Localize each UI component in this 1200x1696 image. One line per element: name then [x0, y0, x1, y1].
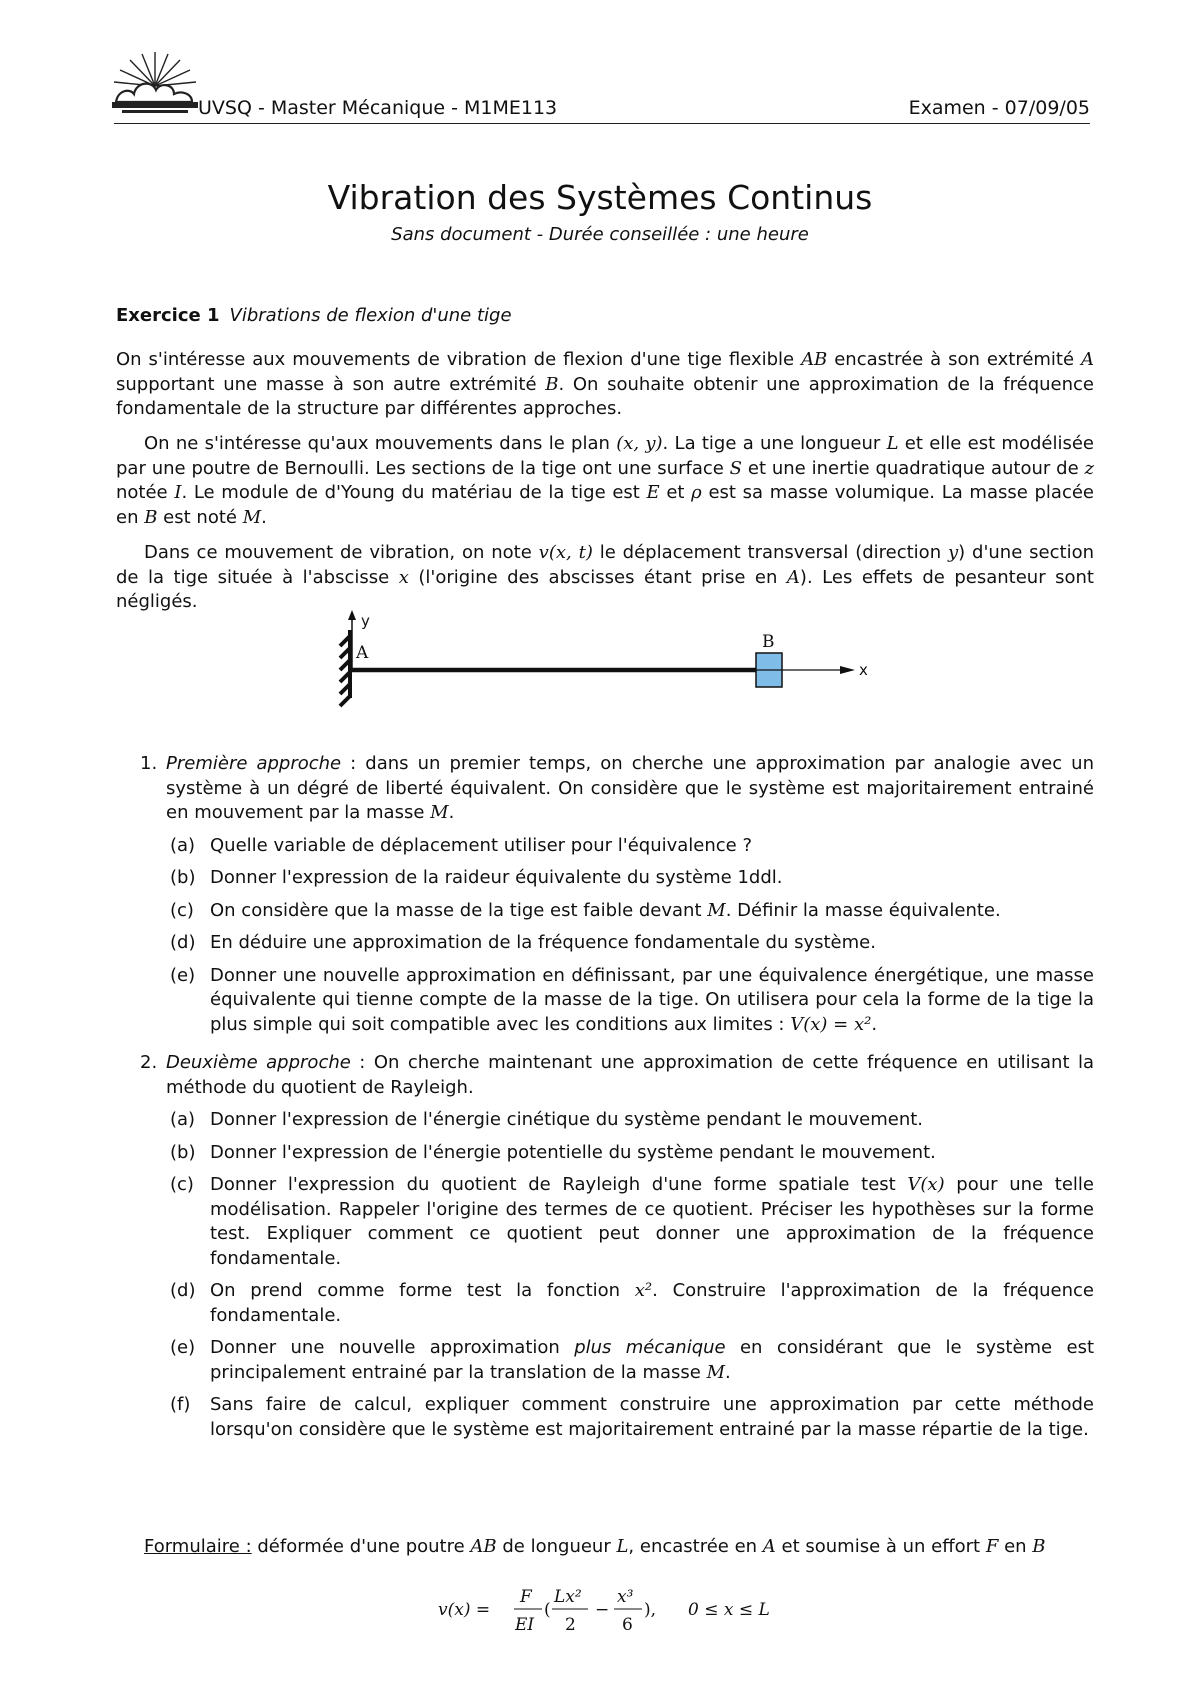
- paragraph-displacement: Dans ce mouvement de vibration, on note v(x, t) le déplacement transversal (direction y) d'une section de la tige située à l'abscisse x (l'origine des abscisses étant prise en A). Les effets de pesanteur sont négligés.: [116, 542, 1094, 612]
- equation-minus: −: [595, 1600, 610, 1620]
- point-a-label: A: [356, 643, 369, 663]
- question-1c: (c) On considère que la masse de la tige est faible devant M. Définir la masse équivalente.: [170, 899, 1001, 921]
- question-2-text: 2. Deuxième approche : On cherche maintenant une approximation de cette fréquence en utilisant la méthode du quotient de Rayleigh.: [140, 1052, 1094, 1098]
- question-1e: (e) Donner une nouvelle approximation en définissant, par une équivalence énergétique, une masse équivalente qui tienne compte de la masse de la tige. On utilisera pour cela la forme de la tige la plus simple qui soit compatible avec les conditions aux limites : V(x) = x².: [170, 964, 1094, 1035]
- question-2: [116, 1051, 1094, 1442]
- question-1-number: 1.: [140, 753, 158, 774]
- question-1d: (d) En déduire une approximation de la fréquence fondamentale du système.: [170, 932, 876, 953]
- question-1-text: 1. Première approche : dans un premier temps, on cherche une approximation par analogie avec un système à un dégré de liberté équivalent. On considère que le système est majoritairement entrainé en mouvement par la masse M.: [140, 753, 1095, 823]
- equation-open-paren: (: [544, 1600, 551, 1620]
- exercise-label: Exercice 1: [116, 305, 220, 326]
- paragraph-model: On ne s'intéresse qu'aux mouvements dans le plan (x, y). La tige a une longueur L et elle est modélisée par une poutre de Bernoulli. Les sections de la tige ont une surface S et une inertie quadratique autour de z notée I. Le module de d'Young du matériau de la tige est E et ρ est sa masse volumique. La masse placée en B est noté M.: [116, 433, 1095, 528]
- y-axis-label: y: [361, 612, 370, 630]
- formulaire-line: Formulaire : déformée d'une poutre AB de longueur L, encastrée en A et soumise à un effort F en B: [144, 1536, 1046, 1557]
- header-course: UVSQ - Master Mécanique - M1ME113: [198, 97, 558, 119]
- x-axis-label: x: [859, 661, 868, 679]
- page-subtitle: Sans document - Durée conseillée : une heure: [391, 224, 809, 245]
- question-1: [116, 752, 1094, 1037]
- exercise-heading: [116, 305, 512, 326]
- equation-f-num: F: [520, 1587, 532, 1607]
- equation-f-den: EI: [515, 1615, 535, 1635]
- header-exam-date: Examen - 07/09/05: [908, 97, 1090, 119]
- beam-figure: [320, 610, 900, 710]
- question-2-number: 2.: [140, 1052, 158, 1073]
- equation-lhs: v(x) =: [438, 1600, 491, 1620]
- question-1a: (a) Quelle variable de déplacement utiliser pour l'équivalence ?: [170, 834, 753, 856]
- clamp-hatching: [340, 630, 350, 706]
- paragraph-intro: On s'intéresse aux mouvements de vibration de flexion d'une tige flexible AB encastrée à son extrémité A supportant une masse à son autre extrémité B. On souhaite obtenir une approximation de la fréquence fondamentale de la structure par différentes approches.: [116, 349, 1095, 419]
- question-2b: (b) Donner l'expression de l'énergie potentielle du système pendant le mouvement.: [170, 1141, 936, 1163]
- university-logo: [112, 50, 198, 116]
- equation-t1-den: 2: [565, 1615, 576, 1635]
- equation-t2-num: x³: [617, 1587, 634, 1607]
- question-1b: (b) Donner l'expression de la raideur équivalente du système 1ddl.: [170, 867, 783, 888]
- equation-close-paren: ),: [644, 1600, 657, 1620]
- equation-range: 0 ≤ x ≤ L: [688, 1600, 770, 1620]
- question-2c: (c) Donner l'expression du quotient de Rayleigh d'une forme spatiale test V(x) pour une telle modélisation. Rappeler l'origine des termes de ce quotient. Préciser les hypothèses sur la forme test. Expliquer comment ce quotient peut donner une approximation de la fréquence fondamentale.: [170, 1174, 1095, 1269]
- x-axis-arrow: [840, 666, 855, 674]
- deflection-equation: [438, 1580, 798, 1638]
- question-2f: (f) Sans faire de calcul, expliquer comment construire une approximation par cette méthode lorsqu'on considère que le système est majoritairement entrainé par la masse répartie de la tige.: [170, 1394, 1094, 1440]
- y-axis-arrow: [348, 610, 356, 620]
- header-rule: [114, 123, 1090, 124]
- question-2a: (a) Donner l'expression de l'énergie cinétique du système pendant le mouvement.: [170, 1109, 924, 1130]
- point-b-label: B: [762, 632, 775, 652]
- question-2e: (e) Donner une nouvelle approximation plus mécanique en considérant que le système est principalement entrainé par la translation de la masse M.: [170, 1337, 1095, 1383]
- exercise-title: Vibrations de flexion d'une tige: [229, 305, 512, 326]
- question-2d: (d) On prend comme forme test la fonction x². Construire l'approximation de la fréquence fondamentale.: [170, 1280, 1094, 1326]
- equation-t1-num: Lx²: [554, 1587, 582, 1607]
- page-title: Vibration des Systèmes Continus: [327, 178, 873, 217]
- equation-t2-den: 6: [622, 1615, 633, 1635]
